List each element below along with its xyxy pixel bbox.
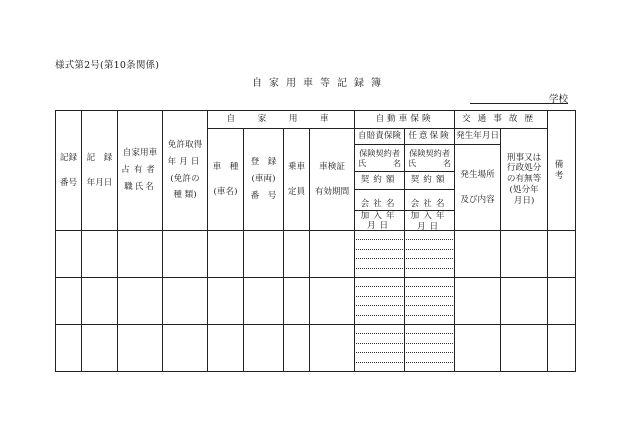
cell-vehicle-type[interactable] xyxy=(208,325,244,372)
cell-compulsory-insurance[interactable] xyxy=(355,278,405,325)
header-own-vehicle: 自 家 用 車 xyxy=(208,111,355,129)
cell-remarks[interactable] xyxy=(548,325,576,372)
cell-owner[interactable] xyxy=(118,231,163,278)
header-accident-date: 発生年月日 xyxy=(455,129,501,145)
header-capacity: 乗車 定員 xyxy=(284,129,310,231)
cell-penalty[interactable] xyxy=(501,231,548,278)
cell-capacity[interactable] xyxy=(284,278,310,325)
header-join-date-compulsory: 加入年月日 xyxy=(360,211,399,232)
cell-record-date[interactable] xyxy=(82,231,118,278)
cell-vehicle-type[interactable] xyxy=(208,231,244,278)
cell-penalty[interactable] xyxy=(501,325,548,372)
table-row xyxy=(56,278,576,325)
school-label: 学校 xyxy=(548,94,568,105)
cell-inspection[interactable] xyxy=(310,278,355,325)
cell-remarks[interactable] xyxy=(548,278,576,325)
header-join-date-voluntary: 加入年月日 xyxy=(410,211,449,233)
header-contract-amount-compulsory: 契約額 xyxy=(355,172,405,190)
cell-accident[interactable] xyxy=(455,325,501,372)
cell-voluntary-insurance[interactable] xyxy=(405,278,455,325)
header-inspection: 車検証 有効期間 xyxy=(310,129,355,231)
cell-license[interactable] xyxy=(163,231,208,278)
header-record-number: 記録 番号 xyxy=(56,111,82,231)
cell-vehicle-type[interactable] xyxy=(208,278,244,325)
cell-compulsory-insurance[interactable] xyxy=(355,231,405,278)
header-policyholder-voluntary: 保険契約者 氏 名 xyxy=(405,145,455,172)
cell-record-number[interactable] xyxy=(56,231,82,278)
cell-capacity[interactable] xyxy=(284,231,310,278)
cell-voluntary-insurance[interactable] xyxy=(405,325,455,372)
cell-license[interactable] xyxy=(163,278,208,325)
cell-accident[interactable] xyxy=(455,231,501,278)
form-title: 自家用車等記録簿 xyxy=(252,78,388,89)
header-contract-amount-voluntary: 契約額 xyxy=(405,172,455,190)
header-registration-number: 登 録 (車両) 番 号 xyxy=(244,129,284,231)
cell-compulsory-insurance[interactable] xyxy=(355,325,405,372)
table-row xyxy=(56,325,576,372)
header-penalty: 刑事又は 行政処分 の有無等 (処分年 月日) xyxy=(501,129,548,231)
cell-registration[interactable] xyxy=(244,278,284,325)
header-vehicle-type: 車 種 (車名) xyxy=(208,129,244,231)
form-number: 様式第2号(第10条関係) xyxy=(55,60,160,71)
header-policyholder-compulsory: 保険契約者 氏 名 xyxy=(355,145,405,172)
cell-record-number[interactable] xyxy=(56,278,82,325)
cell-license[interactable] xyxy=(163,325,208,372)
cell-voluntary-insurance[interactable] xyxy=(405,231,455,278)
cell-capacity[interactable] xyxy=(284,325,310,372)
header-accident-place: 発生場所 及び内容 xyxy=(455,145,501,231)
cell-inspection[interactable] xyxy=(310,231,355,278)
header-auto-insurance: 自動車保険 xyxy=(355,111,455,129)
cell-accident[interactable] xyxy=(455,278,501,325)
table-row xyxy=(56,231,576,278)
vehicle-record-table xyxy=(55,110,582,372)
cell-owner[interactable] xyxy=(118,278,163,325)
cell-registration[interactable] xyxy=(244,231,284,278)
cell-record-number[interactable] xyxy=(56,325,82,372)
cell-penalty[interactable] xyxy=(501,278,548,325)
header-company-compulsory: 会社名 加入年月日 xyxy=(355,190,405,231)
header-license: 免許取得 年月日 (免許の 種 類) xyxy=(163,111,208,231)
cell-owner[interactable] xyxy=(118,325,163,372)
header-owner: 自家用車 占有者 職氏名 xyxy=(118,111,163,231)
header-remarks: 備 考 xyxy=(548,111,576,231)
header-voluntary-insurance: 任意保険 xyxy=(405,129,455,145)
header-company-voluntary: 会社名 加入年月日 xyxy=(405,190,455,231)
school-name-field[interactable] xyxy=(470,91,568,104)
cell-registration[interactable] xyxy=(244,325,284,372)
header-accident-history: 交通事故歴 xyxy=(455,111,548,129)
cell-record-date[interactable] xyxy=(82,278,118,325)
cell-inspection[interactable] xyxy=(310,325,355,372)
cell-remarks[interactable] xyxy=(548,231,576,278)
header-compulsory-insurance: 自賠責保険 xyxy=(355,129,405,145)
cell-record-date[interactable] xyxy=(82,325,118,372)
header-record-date: 記 録 年月日 xyxy=(82,111,118,231)
